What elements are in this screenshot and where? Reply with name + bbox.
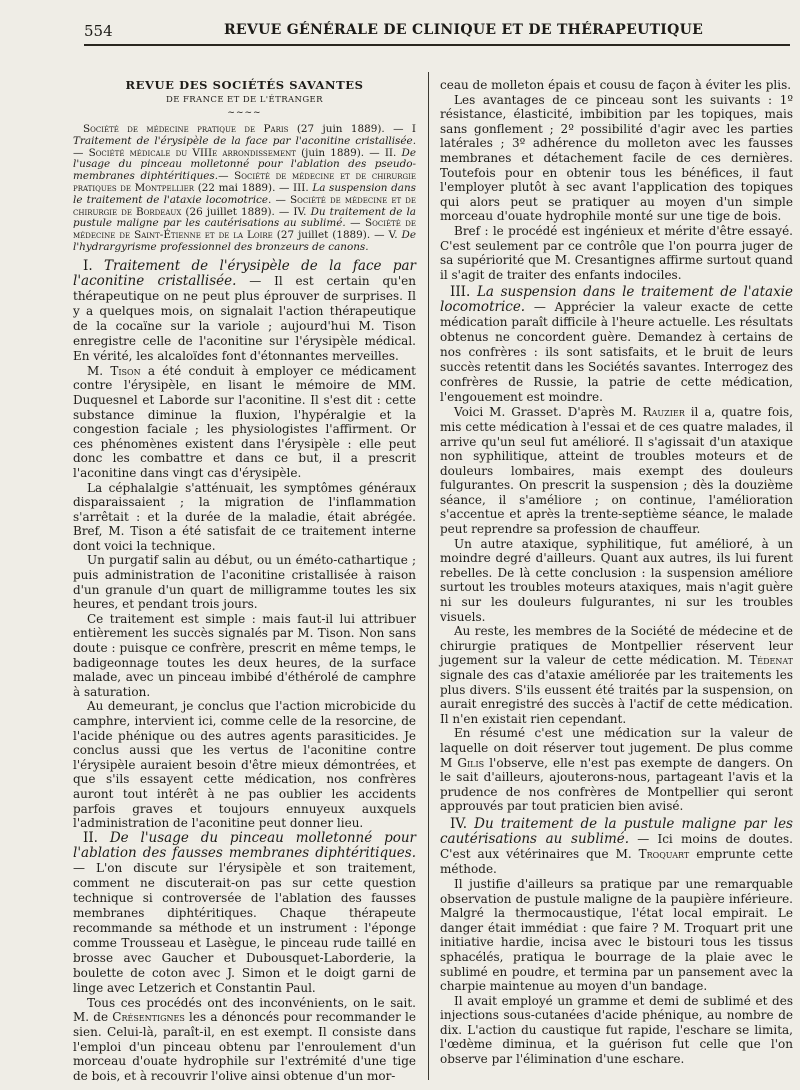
para-text: les a dénoncés pour recommander le sien. Celui-là, paraît-il, en est exempt. Il consiste dans l'emploi d'un pinceau obtenu par l'enroulement d'un morceau d'ouate hydrophile sur l'extrémité d'une tige de bois, et à recouvrir l'olive ainsi obtenue d'un mor- bbox=[73, 1010, 416, 1083]
right-para-advantages: Les avantages de ce pinceau sont les suivants : 1º résistance, élasticité, imbibition par les topiques, mais sans gonflement ; 2º possibilité d'agir avec les parties latérales ; 3º adhérence du molleton avec les fausses membranes et détachement facile de ces dernières. Toutefois pour en obtenir tous les bénéfices, il faut l'employer plutôt à sec avant l'application des topiques qui alors peut se pratiquer au moyen d'un simple morceau d'ouate hydrophile monté sur une tige de bois. bbox=[440, 92, 793, 224]
section-iv-para-2: Il justifie d'ailleurs sa pratique par une remarquable observation de pustule maligne de la paupière inférieure. Malgré la thermocaustique, l'état local empirait. Le danger était immédiat : que faire ? M. Troquart prit une initiative hardie, incisa avec le bistouri tous les tissus sphacélés, pratiqua le bourrage de la plaie avec le sublimé en poudre, et termina par un pansement avec la charpie maintenue au moyen d'un bandage. bbox=[440, 876, 793, 994]
para-text: signale des cas d'ataxie améliorée par les traitements les plus divers. S'ils eussent été traités par la suspension, on aurait enregistré des succès à l'actif de cette médication. Il n'en existait rien cependant. bbox=[440, 668, 793, 726]
summary-title-4: Du traitement de la pustule maligne par les cautérisations au sublimé. bbox=[73, 205, 416, 230]
section-iii-para-3: Un autre ataxique, syphilitique, fut amélioré, à un moindre degré d'ailleurs. Quant aux autres, ils lui furent rebelles. De là cette conclusion : la suspension améliore surtout les troubles moteurs ataxiques, mais n'agit guère ni sur les douleurs fulgurantes, ni sur les troubles visuels. bbox=[440, 536, 793, 624]
section-i-para-2 bbox=[73, 364, 416, 481]
author-name: Crésentignes bbox=[112, 1010, 185, 1025]
summary-date-2: (juin 1889). — II. bbox=[295, 146, 402, 159]
section-i-para-5: Ce traitement est simple : mais faut-il lui attribuer entièrement les succès signalés par M. Tison. Non sans doute : puisque ce confrère, prescrit en même temps, le badigeonnage toutes les deux heures, de la surface malade, avec un pinceau imbibé d'éthérolé de camphre à saturation. bbox=[73, 611, 416, 699]
summary-society-1: Société de médecine pratique de Paris bbox=[83, 123, 289, 135]
journal-title: REVUE GÉNÉRALE DE CLINIQUE ET DE THÉRAPEUTIQUE bbox=[224, 22, 704, 38]
section-iii-para-1: — Apprécier la valeur exacte de cette médication paraît difficile à l'heure actuelle. Les résultats obtenus ne concordent guère. Demandez à certains de nos confrères : ils sont satisfaits, et le bruit de leurs succès retentit dans les Sociétés savantes. Interrogez des confrères de Russie, la patrie de cette médication, l'engouement est moindre. bbox=[440, 300, 793, 405]
author-name: Rauzier bbox=[642, 405, 685, 420]
section-ii-heading bbox=[73, 831, 416, 996]
section-ii-para-1: — L'on discute sur l'érysipèle et son traitement, comment ne discuterait-on pas sur cette question technique si controversée de l'ablation des fausses membranes diphtéritiques. Chaque thérapeute recommande sa méthode et un instrument : l'éponge comme Trousseau et Lasègue, le pinceau rude taillé en brosse avec Gaucher et Dubousquet-Laborderie, la boulette de coton avec J. Simon et le doigt garni de linge avec Letzerich et Constantin Paul. bbox=[73, 860, 416, 995]
section-iii-number: III. bbox=[450, 284, 477, 301]
section-summary bbox=[73, 124, 416, 254]
para-text: l'observe, elle n'est pas exempte de dangers. On le sait d'ailleurs, ajouterons-nous, partageant l'avis et la prudence de nos confrères de Montpellier qui seront approuvés par tout praticien bien avisé. bbox=[440, 755, 793, 814]
section-iii-para-2 bbox=[440, 405, 793, 536]
section-i-title: Traitement de l'érysipèle de la face par l'aconitine cristallisée. bbox=[73, 257, 417, 289]
section-i-para-3: La céphalalgie s'atténuait, les symptômes généraux disparaissaient ; la migration de l'inflammation s'arrêtait : et la durée de la maladie, était abrégée. Bref, M. Tison a été satisfait de ce traitement interne dont voici la technique. bbox=[73, 480, 416, 553]
section-iv-heading bbox=[440, 817, 793, 877]
author-name: Tison bbox=[110, 363, 141, 378]
page-number: 554 bbox=[84, 22, 113, 40]
para-text: En résumé c'est une médication sur la valeur de laquelle on doit réserver tout jugement. De plus comme M bbox=[440, 726, 793, 770]
para-text: M. bbox=[87, 363, 111, 378]
ornament-divider: ~~~~ bbox=[227, 108, 262, 118]
summary-title-5: De l'hydrargyrisme professionnel des bronzeurs de canons. bbox=[73, 229, 416, 253]
section-ii-title: De l'usage du pinceau molletonné pour l'ablation des fausses membranes diphtéritiques. bbox=[73, 829, 416, 861]
summary-society-3: — Société de médecine et de chirurgie pratiques de Montpellier bbox=[73, 170, 416, 194]
summary-title-1: Traitement de l'érysipèle de la face par l'aconitine cristallisée. bbox=[73, 134, 416, 147]
para-text: Tous ces procédés ont des inconvénients, on le sait. M. de bbox=[73, 995, 416, 1025]
section-i-number: I. bbox=[83, 257, 104, 274]
summary-society-4: — Société de médecine et de chirurgie de Bordeaux bbox=[73, 193, 417, 218]
section-ii-para-2 bbox=[73, 996, 416, 1084]
section-i-para-1: — Il est certain qu'en thérapeutique on ne peut plus éprouver de surprises. Il y a quelques mois, on signalait l'action thérapeutique de la cocaïne sur la variole ; aujourd'hui M. Tison enregistre celle de l'aconitine sur l'érysipèle médical. En vérité, les alcaloïdes font d'étonnantes merveilles. bbox=[73, 273, 416, 363]
summary-title-2: De l'usage du pinceau molletonné pour l'ablation des pseudo-membranes diphtéritiques. bbox=[73, 146, 416, 183]
section-iii-para-5 bbox=[440, 726, 793, 814]
summary-date-5: (27 juillet (1889). — V. bbox=[272, 229, 402, 242]
summary-date-3: (22 mai 1889). — III. bbox=[194, 181, 313, 194]
section-iv-para-1a: — Ici moins de doutes. C'est aux vétérinaires que M. bbox=[440, 831, 793, 861]
section-i-para-6: Au demeurant, je conclus que l'action microbicide du camphre, intervient ici, comme celle de la resorcine, de l'acide phénique ou des autres agents parasiticides. Je conclus aussi que les vertus de l'aconitine contre l'érysipèle auraient besoin d'être mieux démontrées, et que s'ils essayent cette médication, nos confrères auront tout intérêt à ne pas oublier les accidents parfois graves et toujours ennuyeux auxquels l'administration de l'aconitine peut donner lieu. bbox=[73, 699, 416, 831]
summary-society-2: — Société médicale du VIIIe arrondissement bbox=[73, 146, 296, 159]
section-iii-heading bbox=[440, 285, 793, 405]
section-i-heading bbox=[73, 259, 416, 364]
para-text: Voici M. Grasset. D'après M. bbox=[454, 405, 643, 420]
right-para-bref: Bref : le procédé est ingénieux et mérite d'être essayé. C'est seulement par ce contrôle que l'on pourra juger de sa supériorité que M. Cresantignes affirme surtout quand il s'agit de traiter des enfants indociles. bbox=[440, 223, 793, 282]
author-name: Gilis bbox=[457, 755, 485, 770]
author-name: Tédenat bbox=[749, 653, 793, 668]
summary-date-1: (27 juin 1889). — I bbox=[288, 123, 416, 135]
left-column bbox=[73, 78, 416, 1083]
section-iv-number: IV. bbox=[450, 815, 475, 832]
section-ii-number: II. bbox=[83, 829, 110, 846]
running-head bbox=[84, 14, 790, 46]
section-i-para-4: Un purgatif salin au début, ou un éméto-cathartique ; puis administration de l'aconitine cristallisée à raison d'un granule d'un quart de milligramme toutes les six heures, et pendant trois jours. bbox=[73, 553, 416, 612]
para-text: Au reste, les membres de la Société de médecine et de chirurgie pratiques de Montpellier réservent leur jugement sur la valeur de cette médication. M. bbox=[440, 624, 793, 668]
right-para-continuation: ceau de molleton épais et cousu de façon à éviter les plis. bbox=[440, 78, 792, 92]
right-column bbox=[440, 78, 793, 1067]
para-text: il a, quatre fois, mis cette médication à l'essai et de ces quatre malades, il arrive qu'un seul fut amélioré. Il s'agissait d'un ataxique non syphilitique, atteint de troubles moteurs et de douleurs lombaires, mais exempt des douleurs fulgurantes. On prescrit la suspension ; dès la douzième séance, il s'améliore ; on continue, l'amélioration s'accentue et après la trente-septième séance, le malade peut reprendre sa profession de chauffeur. bbox=[440, 405, 793, 537]
section-subtitle: DE FRANCE ET DE L'ÉTRANGER bbox=[166, 95, 323, 105]
section-iv-title: Du traitement de la pustule maligne par les cautérisations au sublimé. bbox=[440, 815, 793, 847]
section-iii-title: La suspension dans le traitement de l'ataxie locomotrice. bbox=[440, 284, 793, 316]
section-iv-para-1b: emprunte cette méthode. bbox=[440, 846, 793, 876]
summary-title-3: La suspension dans le traitement de l'ataxie locomotrice. bbox=[73, 181, 416, 206]
section-iv-para-3: Il avait employé un gramme et demi de sublimé et des injections sous-cutanées d'acide phénique, au nombre de dix. L'action du caustique fut rapide, l'eschare se limita, l'œdème diminua, et la guérison fut celle que l'on observe par l'élimination d'une eschare. bbox=[440, 993, 793, 1067]
section-iii-para-4 bbox=[440, 624, 793, 726]
summary-society-5: — Société de médecine de Saint-Étienne et de la Loire bbox=[73, 217, 417, 242]
author-name: Troquart bbox=[638, 846, 690, 861]
column-divider bbox=[428, 72, 429, 1080]
para-text: a été conduit à employer ce médicament contre l'érysipèle, en lisant le mémoire de MM. Duquesnel et Laborde sur l'aconitine. Il s'est dit : cette substance diminue la fluxion, l'hypéralgie et la congestion faciale ; les physiologistes l'affirment. Or ces phénomènes existent dans l'érysipèle : elle peut donc les combattre et dans ce but, il a prescrit l'aconitine dans vingt cas d'érysipèle. bbox=[73, 363, 416, 480]
section-title: REVUE DES SOCIÉTÉS SAVANTES bbox=[125, 78, 364, 92]
summary-date-4: (26 juillet 1889). — IV. bbox=[181, 205, 311, 218]
